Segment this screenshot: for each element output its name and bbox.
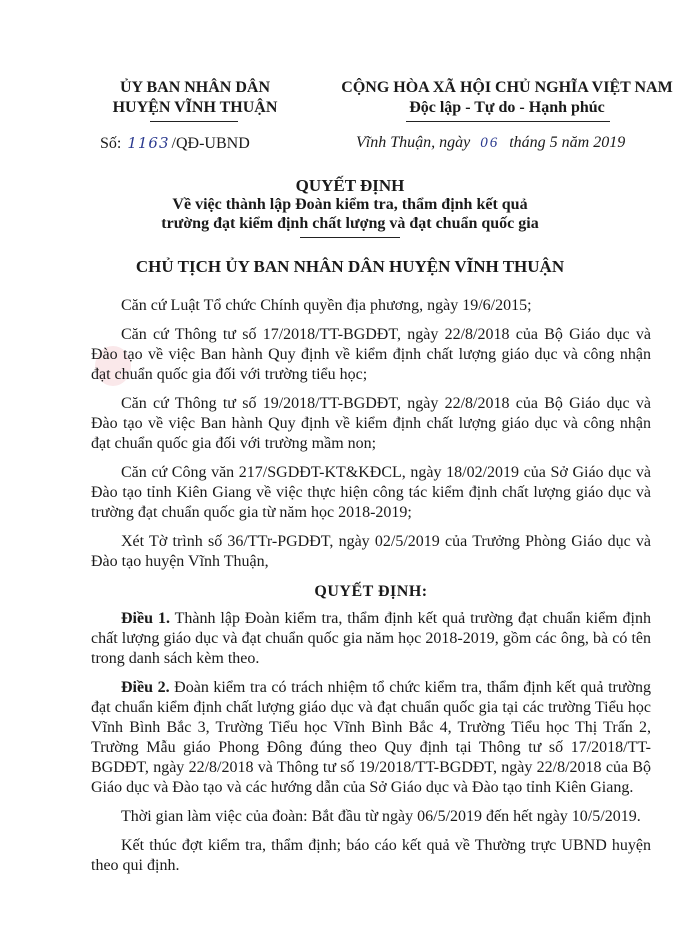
decision-heading: QUYẾT ĐỊNH: xyxy=(314,583,428,600)
authority-line-1: ỦY BAN NHÂN DÂN xyxy=(119,79,271,96)
date-suffix: tháng 5 năm 2019 xyxy=(509,134,626,151)
document-subject-line-1: Về việc thành lập Đoàn kiểm tra, thẩm định kết quả xyxy=(172,196,528,213)
document-body xyxy=(91,296,651,885)
issue-date xyxy=(356,134,625,152)
article-2 xyxy=(91,678,651,798)
motto: Độc lập - Tự do - Hạnh phúc xyxy=(409,99,605,116)
closing-paragraph: Kết thúc đợt kiểm tra, thẩm định; báo cáo kết quả về Thường trực UBND huyện theo qui định. xyxy=(91,837,651,874)
preamble-paragraph: Căn cứ Thông tư số 17/2018/TT-BGDĐT, ngày 22/8/2018 của Bộ Giáo dục và Đào tạo về việc Ban hành Quy định về kiểm định chất lượng giáo dục và công nhận đạt chuẩn quốc gia đối với trường tiểu học; xyxy=(91,326,651,383)
handwritten-day: 06 xyxy=(480,135,500,151)
preamble-paragraph: Căn cứ Thông tư số 19/2018/TT-BGDĐT, ngày 22/8/2018 của Bộ Giáo dục và Đào tạo về việc Ban hành Quy định về kiểm định chất lượng giáo dục và công nhận đạt chuẩn quốc gia đối với trường mầm non; xyxy=(91,395,651,452)
national-motto xyxy=(322,78,692,118)
article-2-text: Đoàn kiểm tra có trách nhiệm tổ chức kiểm tra, thẩm định kết quả trường đạt chuẩn kiểm định chất lượng giáo dục và đạt chuẩn quốc gia tại các trường Tiểu học Vĩnh Bình Bắc 3, Trường Tiểu học Vĩnh Bình Bắc 4, Trường Tiểu học Thị Trấn 2, Trường Mẫu giáo Phong Đông đúng theo Quy định tại Thông tư số 17/2018/TT-BGDĐT, ngày 22/8/2018 và Thông tư số 19/2018/TT-BGDĐT, ngày 22/8/2018 của Bộ Giáo dục và Đào tạo và các hướng dẫn của Sở Giáo dục và Đào tạo tỉnh Kiên Giang. xyxy=(91,679,651,796)
article-1 xyxy=(91,609,651,669)
article-1-text: Thành lập Đoàn kiểm tra, thẩm định kết quả trường đạt chuẩn kiểm định chất lượng giáo dục và đạt chuẩn quốc gia năm học 2018-2019, gồm các ông, bà có tên trong danh sách kèm theo. xyxy=(91,610,652,667)
date-prefix: Vĩnh Thuận, ngày xyxy=(356,134,471,151)
document-number xyxy=(100,134,250,153)
authority-underline xyxy=(150,121,238,122)
issuer-title: CHỦ TỊCH ỦY BAN NHÂN DÂN HUYỆN VĨNH THUẬN xyxy=(135,257,565,276)
authority-line-2: HUYỆN VĨNH THUẬN xyxy=(112,99,278,116)
number-prefix: Số: xyxy=(100,135,122,152)
handwritten-number: 1163 xyxy=(127,134,170,152)
preamble-paragraph: Căn cứ Luật Tổ chức Chính quyền địa phương, ngày 19/6/2015; xyxy=(121,297,532,314)
document-subject-line-2: trường đạt kiểm định chất lượng và đạt chuẩn quốc gia xyxy=(161,215,539,232)
nation-name: CỘNG HÒA XÃ HỘI CHỦ NGHĨA VIỆT NAM xyxy=(341,79,673,96)
issuing-authority xyxy=(70,78,320,118)
subject-underline xyxy=(300,237,400,238)
number-suffix: /QĐ-UBND xyxy=(171,135,250,152)
article-1-label: Điều 1. xyxy=(121,610,170,627)
closing-paragraph: Thời gian làm việc của đoàn: Bắt đầu từ ngày 06/5/2019 đến hết ngày 10/5/2019. xyxy=(121,808,641,825)
article-2-label: Điều 2. xyxy=(121,679,170,696)
preamble-paragraph: Căn cứ Công văn 217/SGDĐT-KT&KĐCL, ngày 18/02/2019 của Sở Giáo dục và Đào tạo tỉnh Kiên Giang về việc thực hiện công tác kiểm định chất lượng giáo dục và trường đạt chuẩn quốc gia từ năm học 2018-2019; xyxy=(91,464,651,521)
motto-underline xyxy=(406,121,610,122)
preamble-paragraph: Xét Tờ trình số 36/TTr-PGDĐT, ngày 02/5/2019 của Trưởng Phòng Giáo dục và Đào tạo huyện Vĩnh Thuận, xyxy=(91,533,651,570)
document-title: QUYẾT ĐỊNH xyxy=(295,176,405,195)
